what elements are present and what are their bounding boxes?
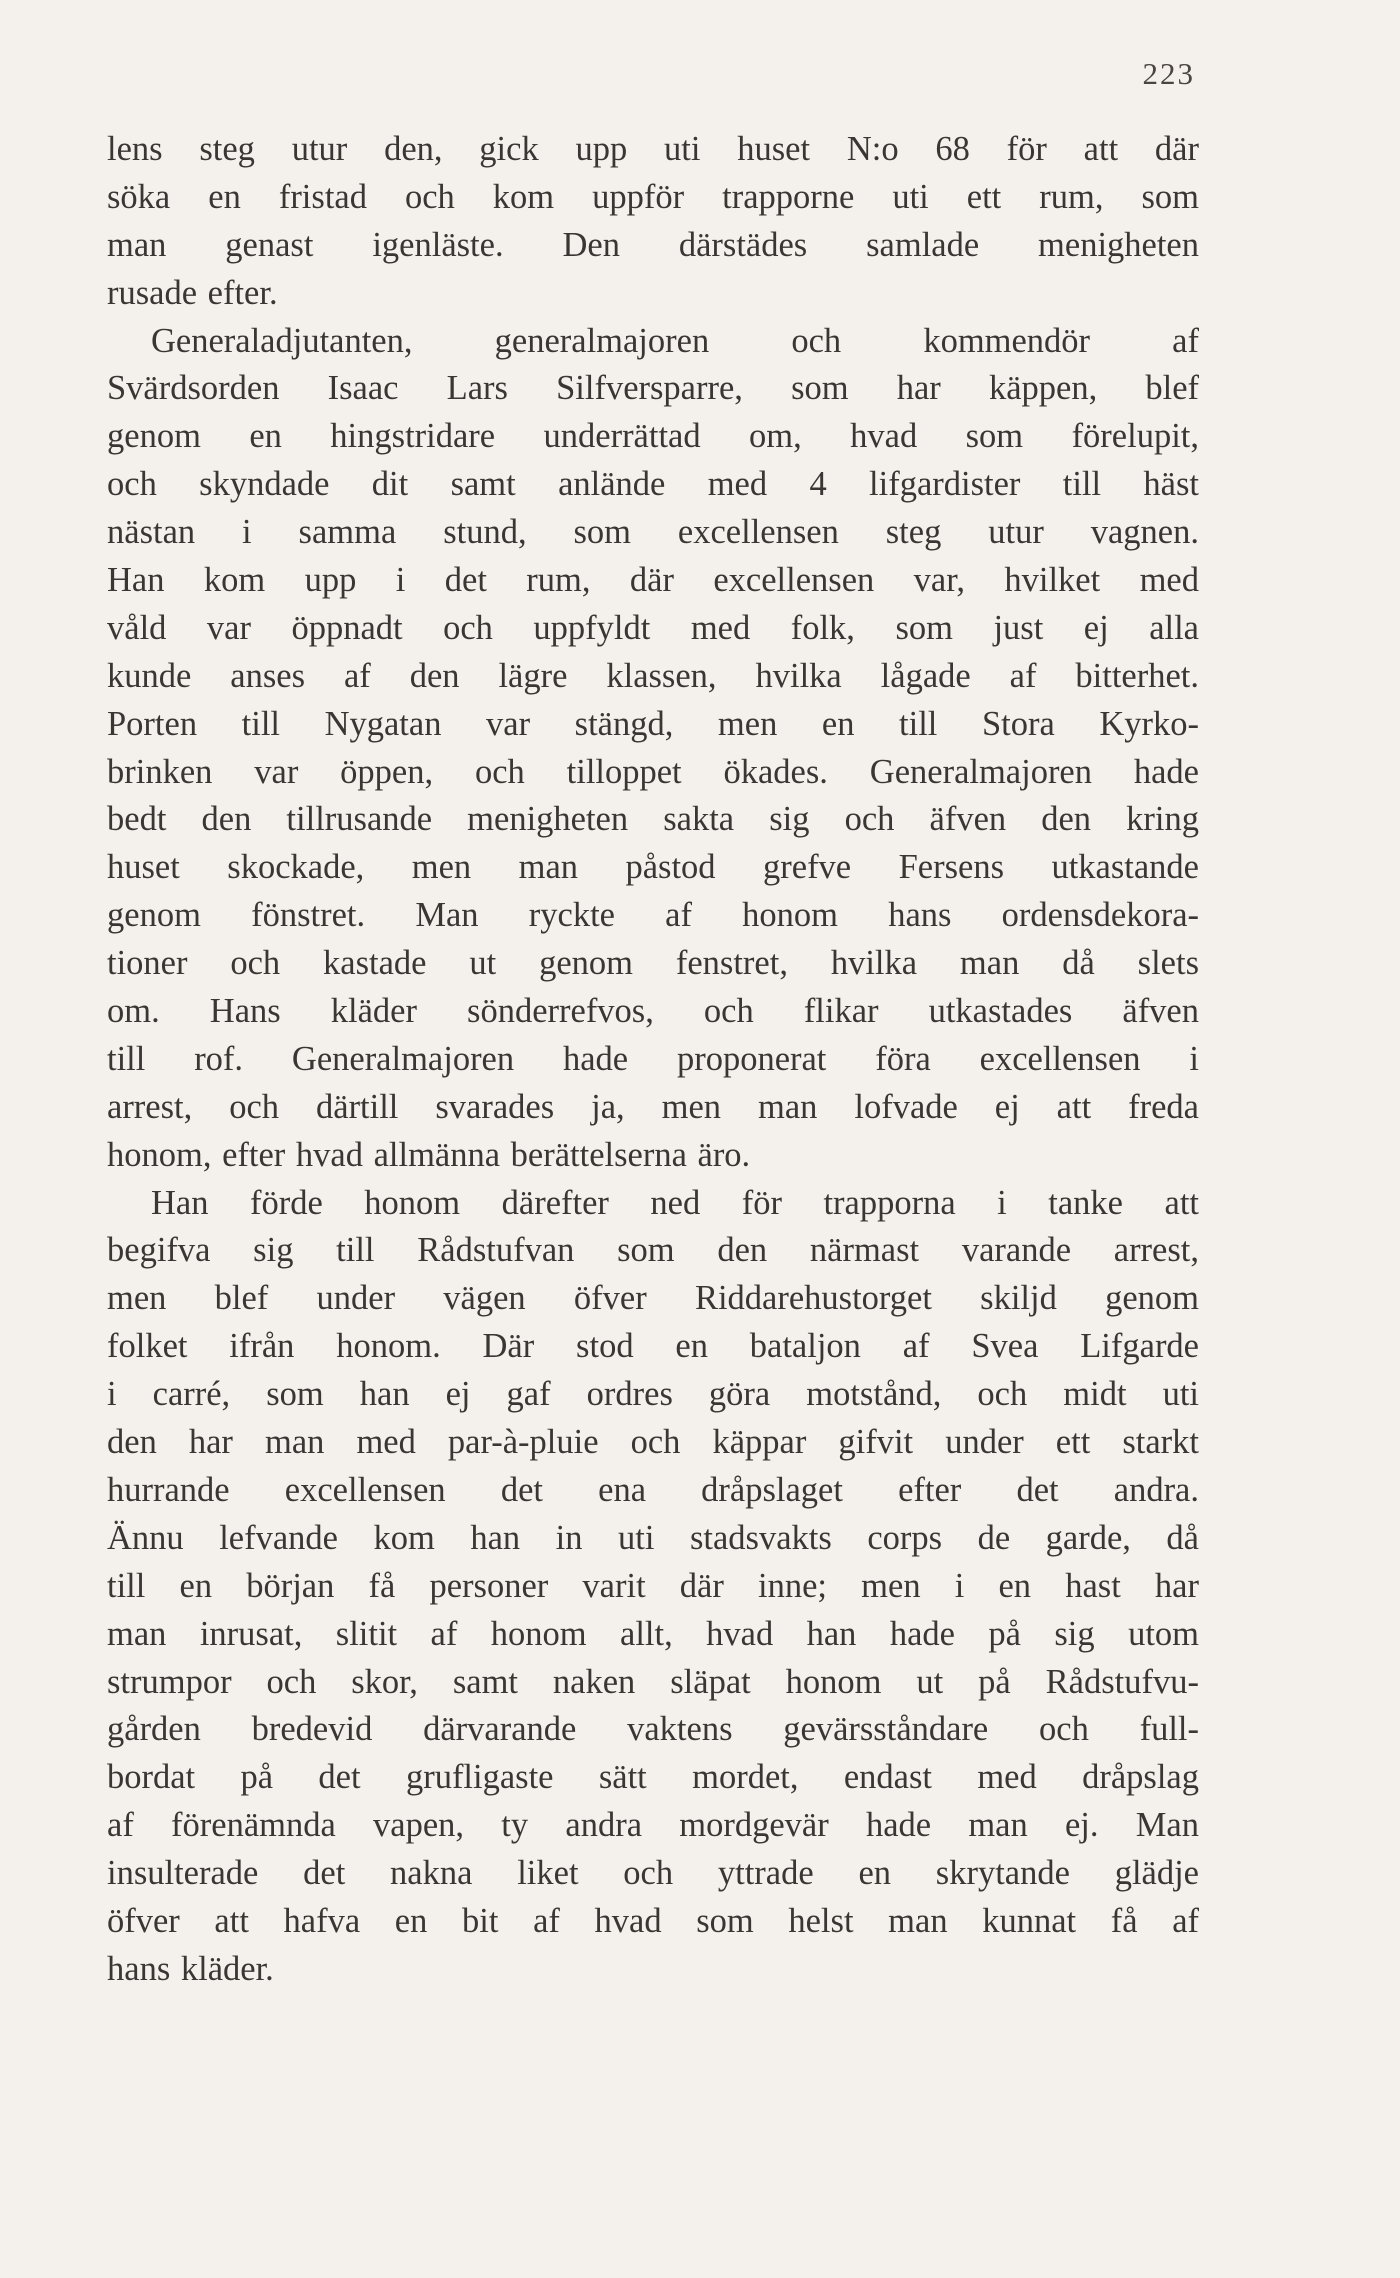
- text-line: genom fönstret. Man ryckte af honom hans ordensdekora-: [107, 896, 1199, 935]
- text-line: Han kom upp i det rum, där excellensen var, hvilket med: [107, 561, 1199, 600]
- text-line: hans kläder.: [107, 1949, 274, 1988]
- text-line: söka en fristad och kom uppför trapporne uti ett rum, som: [107, 177, 1199, 216]
- text-line: Ännu lefvande kom han in uti stadsvakts corps de garde, då: [107, 1518, 1199, 1557]
- text-line: af förenämnda vapen, ty andra mordgevär hade man ej. Man: [107, 1806, 1199, 1845]
- text-line: arrest, och därtill svarades ja, men man lofvade ej att freda: [107, 1087, 1199, 1126]
- text-line: bordat på det grufligaste sätt mordet, endast med dråpslag: [107, 1758, 1199, 1797]
- text-line: huset skockade, men man påstod grefve Fersens utkastande: [107, 848, 1199, 887]
- text-line: den har man med par-à-pluie och käppar gifvit under ett starkt: [107, 1423, 1199, 1462]
- text-line: hurrande excellensen det ena dråpslaget efter det andra.: [107, 1470, 1199, 1509]
- text-line: bedt den tillrusande menigheten sakta sig och äfven den kring: [107, 800, 1199, 839]
- text-line: man genast igenläste. Den därstädes samlade menigheten: [107, 225, 1199, 264]
- text-line: Han förde honom därefter ned för trapporna i tanke att: [151, 1183, 1199, 1222]
- text-line: insulterade det nakna liket och yttrade en skrytande glädje: [107, 1854, 1199, 1893]
- text-line: i carré, som han ej gaf ordres göra motstånd, och midt uti: [107, 1375, 1199, 1414]
- text-line: och skyndade dit samt anlände med 4 lifgardister till häst: [107, 465, 1199, 504]
- text-line: begifva sig till Rådstufvan som den närmast varande arrest,: [107, 1231, 1199, 1270]
- text-line: Porten till Nygatan var stängd, men en till Stora Kyrko-: [107, 704, 1199, 743]
- text-line: honom, efter hvad allmänna berättelserna äro.: [107, 1135, 751, 1174]
- text-line: Svärdsorden Isaac Lars Silfversparre, som har käppen, blef: [107, 369, 1199, 408]
- text-line: brinken var öppen, och tilloppet ökades. Generalmajoren hade: [107, 752, 1199, 791]
- text-line: lens steg utur den, gick upp uti huset N:o 68 för att där: [107, 130, 1199, 168]
- text-line: folket ifrån honom. Där stod en bataljon af Svea Lifgarde: [107, 1327, 1199, 1366]
- text-line: gården bredevid därvarande vaktens gevärsståndare och full-: [107, 1710, 1199, 1749]
- text-line: genom en hingstridare underrättad om, hvad som förelupit,: [107, 417, 1199, 456]
- text-line: rusade efter.: [107, 273, 278, 312]
- text-line: till en början få personer varit där inne; men i en hast har: [107, 1566, 1199, 1605]
- text-line: till rof. Generalmajoren hade proponerat föra excellensen i: [107, 1039, 1199, 1078]
- text-line: strumpor och skor, samt naken släpat honom ut på Rådstufvu-: [107, 1662, 1199, 1701]
- text-line: Generaladjutanten, generalmajoren och kommendör af: [151, 321, 1199, 360]
- text-line: våld var öppnadt och uppfyldt med folk, som just ej alla: [107, 608, 1199, 647]
- text-line: men blef under vägen öfver Riddarehustorget skiljd genom: [107, 1279, 1199, 1318]
- text-line: om. Hans kläder sönderrefvos, och flikar utkastades äfven: [107, 992, 1199, 1031]
- text-line: öfver att hafva en bit af hvad som helst man kunnat få af: [107, 1901, 1199, 1940]
- text-line: man inrusat, slitit af honom allt, hvad han hade på sig utom: [107, 1614, 1199, 1653]
- text-line: tioner och kastade ut genom fenstret, hvilka man då slets: [107, 944, 1199, 983]
- body-text: [107, 126, 1199, 1994]
- page-number: 223: [1142, 56, 1195, 91]
- text-line: kunde anses af den lägre klassen, hvilka lågade af bitterhet.: [107, 656, 1199, 695]
- text-line: nästan i samma stund, som excellensen steg utur vagnen.: [107, 513, 1199, 552]
